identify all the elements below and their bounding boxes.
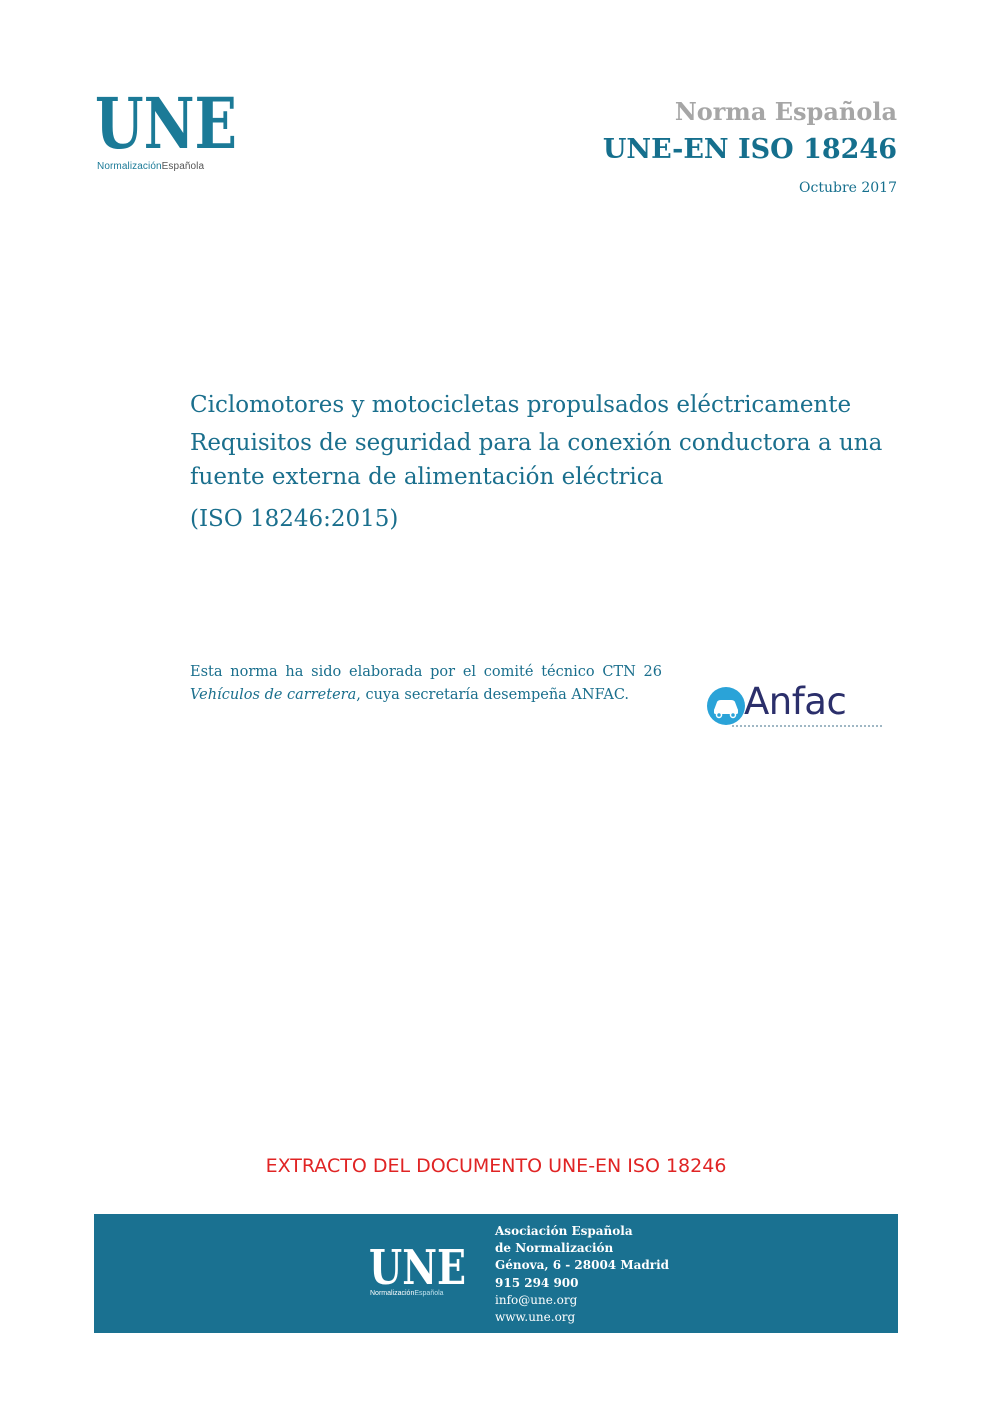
footer-logo-sub-a: Normalización	[370, 1290, 415, 1297]
anfac-name: Anfac	[744, 680, 847, 723]
une-logo-letters: UNE	[95, 92, 237, 158]
document-titles	[190, 388, 900, 536]
footer-une-letters: UNE	[369, 1244, 466, 1290]
car-icon	[706, 686, 746, 726]
committee-text	[190, 661, 662, 707]
header-right	[477, 96, 897, 198]
norma-label: Norma Española	[674, 97, 897, 126]
org-address: Génova, 6 - 28004 Madrid	[495, 1258, 670, 1273]
footer-band	[94, 1214, 898, 1333]
norma-code: UNE-EN ISO 18246	[602, 134, 897, 165]
org-phone: 915 294 900	[495, 1275, 579, 1290]
extract-notice: EXTRACTO DEL DOCUMENTO UNE-EN ISO 18246	[265, 1155, 727, 1177]
footer-logo-sub-b: Española	[414, 1290, 444, 1297]
org-line-1: Asociación Española	[495, 1224, 633, 1238]
footer-une-logo-mark	[369, 1244, 469, 1290]
title-2: Requisitos de seguridad para la conexión conductora a una fuente externa de alimentación eléctrica	[190, 430, 883, 490]
anfac-tagline-mark	[732, 725, 882, 730]
org-line-2: de Normalización	[495, 1241, 614, 1256]
footer-une-logo	[369, 1244, 469, 1304]
committee-name: Vehículos de carretera	[190, 687, 357, 703]
une-logo-mark	[95, 92, 240, 158]
footer-logo-subtitle	[370, 1290, 444, 1297]
committee-text-a: Esta norma ha sido elaborada por el comité técnico CTN 26	[190, 664, 662, 680]
logo-sub-a: Normalización	[97, 161, 162, 172]
org-email[interactable]: info@une.org	[495, 1292, 578, 1307]
logo-sub-b: Española	[161, 161, 205, 172]
committee-text-b: , cuya secretaría desempeña ANFAC.	[356, 687, 630, 703]
norma-date: Octubre 2017	[799, 180, 897, 196]
logo-subtitle	[97, 161, 204, 172]
footer-contact	[495, 1223, 669, 1326]
title-3: (ISO 18246:2015)	[190, 506, 399, 532]
une-logo	[95, 92, 245, 182]
org-web[interactable]: www.une.org	[495, 1310, 576, 1325]
anfac-logo	[706, 680, 881, 732]
title-1: Ciclomotores y motocicletas propulsados eléctricamente	[190, 392, 852, 418]
